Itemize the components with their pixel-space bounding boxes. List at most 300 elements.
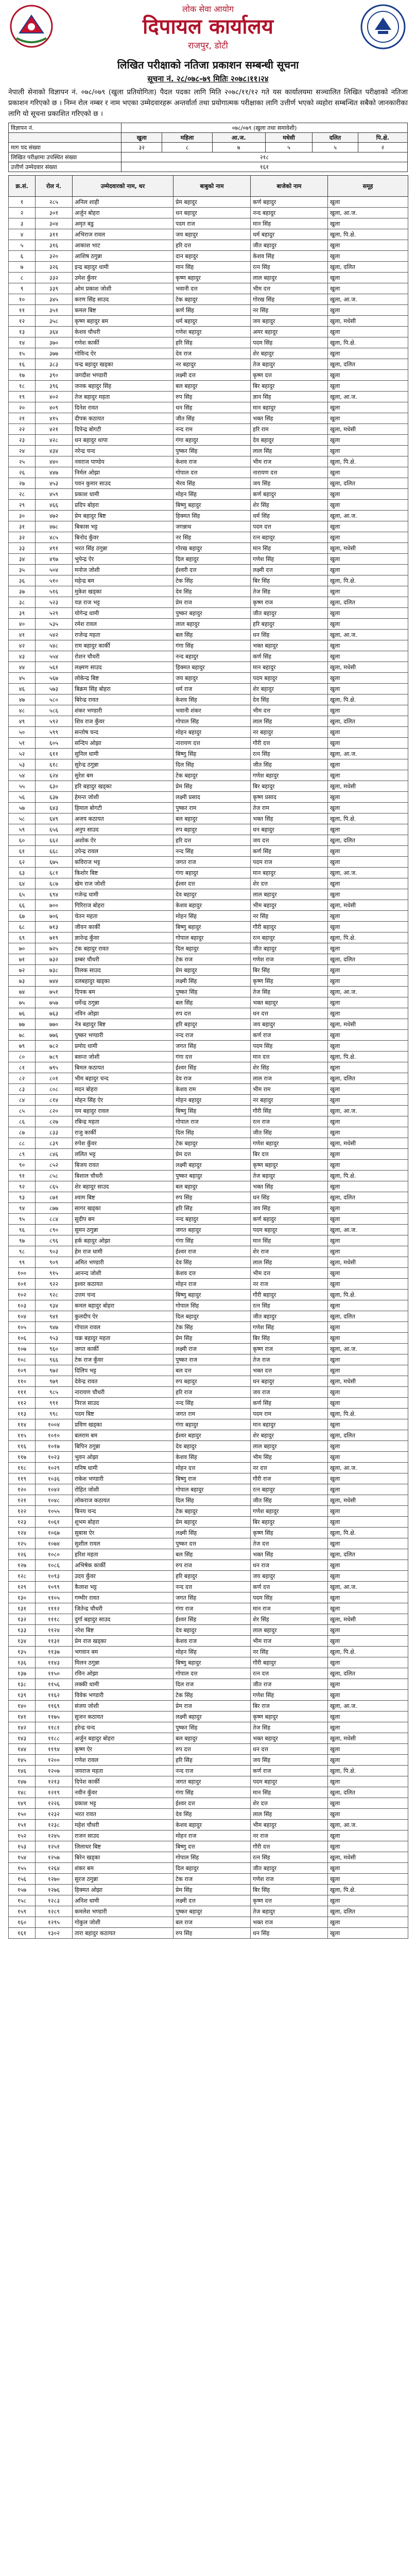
group-cell: खुला [328, 1116, 408, 1127]
table-row [9, 1257, 408, 1268]
group-cell: खुला, पि.क्षे. [328, 337, 408, 348]
roll-number-cell: १०९९ [36, 1582, 73, 1592]
candidate-name-cell: बिमल कठायत [73, 1062, 174, 1073]
roll-number-cell: १२९५ [36, 1917, 73, 1928]
roll-number-cell: ५८६ [36, 705, 73, 716]
serial-cell: ९० [9, 1160, 36, 1171]
serial-cell: १३७ [9, 1668, 36, 1679]
candidate-name-cell: सागर खड्का [73, 1203, 174, 1214]
col-header-grandfather: बाजेको नाम [251, 176, 328, 197]
group-cell: खुला [328, 381, 408, 392]
candidate-name-cell: आकाश भाट [73, 240, 174, 251]
candidate-name-cell: प्रदिप बोहरा [73, 500, 174, 511]
grandfather-name-cell: तेज बहादुर [251, 359, 328, 370]
roll-number-cell: १२५७ [36, 1852, 73, 1863]
serial-cell: ८० [9, 1052, 36, 1062]
grandfather-name-cell: जय सिंह [251, 478, 328, 489]
table-row [9, 1787, 408, 1798]
grandfather-name-cell: धन दत्त [251, 1008, 328, 1019]
serial-cell: १२ [9, 316, 36, 327]
group-cell: खुला, आ.ज. [328, 294, 408, 305]
father-name-cell: देव सिंह [174, 1257, 251, 1268]
candidate-name-cell: शुभम बोहरा [73, 1517, 174, 1528]
group-cell: खुला, पि.क्षे. [328, 933, 408, 943]
grandfather-name-cell: धर्म बहादुर [251, 229, 328, 240]
roll-number-cell: ७८२ [36, 1041, 73, 1052]
serial-cell: ६७ [9, 911, 36, 922]
serial-cell: ३६ [9, 575, 36, 586]
serial-cell: ११२ [9, 1398, 36, 1409]
father-name-cell: बिष्णु बहादुर [174, 500, 251, 511]
candidate-name-cell: श्याम बिष्ट [73, 1192, 174, 1203]
table-row [9, 218, 408, 229]
group-cell: खुला [328, 1538, 408, 1549]
candidate-name-cell: लोकेन्द्र बिष्ट [73, 673, 174, 684]
grandfather-name-cell: शेर सिंह [251, 1614, 328, 1625]
grandfather-name-cell: जय बहादुर [251, 1571, 328, 1582]
grandfather-name-cell: लाल बहादुर [251, 1441, 328, 1452]
serial-cell: ८२ [9, 1073, 36, 1084]
grandfather-name-cell: शेर बहादुर [251, 684, 328, 694]
grandfather-name-cell: धन दत्त [251, 1744, 328, 1755]
father-name-cell: लक्ष्मी सिंह [174, 976, 251, 987]
roll-number-cell: ७०६ [36, 911, 73, 922]
group-cell: खुला [328, 727, 408, 738]
grandfather-name-cell: मान राज [251, 1603, 328, 1614]
serial-cell: ११४ [9, 1419, 36, 1430]
candidate-name-cell: सुदीप बम [73, 1214, 174, 1225]
roll-number-cell: ५१६ [36, 586, 73, 597]
roll-number-cell: ३९६ [36, 381, 73, 392]
roll-number-cell: ३१६ [36, 240, 73, 251]
candidate-name-cell: इन्द्र बहादुर धामी [73, 262, 174, 273]
group-cell: खुला [328, 251, 408, 262]
table-row [9, 1203, 408, 1214]
father-name-cell: प्रेम सिंह [174, 1885, 251, 1895]
father-name-cell: पदम राज [174, 218, 251, 229]
father-name-cell: टेक बहादुर [174, 1506, 251, 1517]
table-row [9, 1528, 408, 1538]
table-row [9, 1225, 408, 1235]
serial-cell: १५६ [9, 1874, 36, 1885]
father-name-cell: बल सिंह [174, 1549, 251, 1560]
candidate-name-cell: देवेन्द्र रावत [73, 1376, 174, 1387]
candidate-name-cell: लिलाधर बिष्ट [73, 1841, 174, 1852]
serial-cell: ७४ [9, 987, 36, 997]
serial-cell: २५ [9, 456, 36, 467]
candidate-name-cell: हेमन्त जोशी [73, 792, 174, 803]
father-name-cell: गणेश बहादुर [174, 327, 251, 337]
father-name-cell: दान बहादुर [174, 251, 251, 262]
candidate-name-cell: प्रविण खड्का [73, 1419, 174, 1430]
candidate-name-cell: गजेन्द्र धामी [73, 889, 174, 900]
table-row [9, 1171, 408, 1181]
group-cell: खुला [328, 413, 408, 424]
grandfather-name-cell: शेर बहादुर [251, 1430, 328, 1441]
candidate-name-cell: प्रकाश धामी [73, 489, 174, 500]
roll-number-cell: ४९७ [36, 554, 73, 565]
grandfather-name-cell: कृष्ण दत्त [251, 1895, 328, 1906]
group-cell: खुला [328, 1300, 408, 1311]
serial-cell: २९ [9, 500, 36, 511]
table-row [9, 1095, 408, 1106]
serial-cell: ४१ [9, 630, 36, 640]
group-cell: खुला, पि.क्षे. [328, 456, 408, 467]
father-name-cell: हरि बहादुर [174, 1019, 251, 1030]
table-row [9, 1928, 408, 1939]
table-row [9, 1538, 408, 1549]
roll-number-cell: ३०४ [36, 218, 73, 229]
roll-number-cell: ९३४ [36, 1300, 73, 1311]
table-row [9, 1290, 408, 1300]
grandfather-name-cell: धन सिंह [251, 1192, 328, 1203]
roll-number-cell: ७५१ [36, 987, 73, 997]
grandfather-name-cell: मान सिंह [251, 218, 328, 229]
group-cell: खुला, आ.ज. [328, 1344, 408, 1354]
group-cell: खुला [328, 608, 408, 619]
group-cell: खुला [328, 792, 408, 803]
table-row [9, 489, 408, 500]
father-name-cell: बिष्णु बहादुर [174, 922, 251, 933]
serial-cell: ३० [9, 511, 36, 521]
table-row [9, 933, 408, 943]
candidate-name-cell: बिक्रम सिंह बोहरा [73, 684, 174, 694]
roll-number-cell: ३३२ [36, 273, 73, 283]
table-row [9, 684, 408, 694]
serial-cell: २६ [9, 467, 36, 478]
father-name-cell: दिल राज [174, 1679, 251, 1690]
serial-cell: १४४ [9, 1744, 36, 1755]
roll-number-cell: १०५५ [36, 1506, 73, 1517]
grandfather-name-cell: गणेश राज [251, 1874, 328, 1885]
group-cell: खुला, दलित [328, 835, 408, 846]
father-name-cell: केशव बहादुर [174, 1820, 251, 1831]
grandfather-name-cell: ज्ञान सिंह [251, 392, 328, 402]
roll-number-cell: १२६४ [36, 1863, 73, 1874]
notice-intro: नेपाली सेनाको विज्ञापन नं. ०७८/०७९ (खुला प्रतियोगिता) पैदल पदका लागि मिति २०७८/११/१२ गते यस कार्यालयमा सञ्चालित लिखित परीक्षाको नतिजा प्रकाशन गरिएको छ । निम्न रोल नम्बर र नाम भएका उम्मेदवारहरू अन्तर्वार्ता तथा प्रयोगात्मक परीक्षाका लागि उत्तीर्ण भएको व्यहोरा सम्बन्धित सबैको जानकारीका लागि यो सूचना प्रकाशित गरिएको छ । [8, 88, 408, 118]
summary-blank-cell [9, 133, 122, 143]
roll-number-cell: ६११ [36, 749, 73, 759]
serial-cell: १२५ [9, 1538, 36, 1549]
roll-number-cell: ४६६ [36, 500, 73, 511]
table-row [9, 381, 408, 392]
roll-number-cell: १००४ [36, 1419, 73, 1430]
grandfather-name-cell: कर्ण बहादुर [251, 489, 328, 500]
table-row [9, 694, 408, 705]
serial-cell: ५८ [9, 814, 36, 824]
serial-cell: ८६ [9, 1116, 36, 1127]
table-row [9, 1701, 408, 1711]
group-cell: खुला [328, 1008, 408, 1019]
roll-number-cell: ३९० [36, 370, 73, 381]
grandfather-name-cell: भक्त सिंह [251, 814, 328, 824]
table-row [9, 1647, 408, 1657]
group-cell: खुला [328, 846, 408, 857]
grandfather-name-cell: जय बहादुर [251, 316, 328, 327]
table-row [9, 1495, 408, 1506]
roll-number-cell: ६३० [36, 781, 73, 792]
serial-cell: ५१ [9, 738, 36, 749]
roll-number-cell: ६९४ [36, 889, 73, 900]
father-name-cell: बल दत्त [174, 1365, 251, 1376]
table-row [9, 1398, 408, 1409]
candidate-name-cell: प्रमोद धामी [73, 1041, 174, 1052]
grandfather-name-cell: शेर राज [251, 1246, 328, 1257]
serial-cell: २७ [9, 478, 36, 489]
grandfather-name-cell: लाल बहादुर [251, 273, 328, 283]
father-name-cell: दिल बहादुर [174, 1311, 251, 1322]
table-row [9, 1430, 408, 1441]
grandfather-name-cell: तेज दत्त [251, 1538, 328, 1549]
candidate-name-cell: हेम राज धामी [73, 1246, 174, 1257]
group-cell: खुला [328, 943, 408, 954]
roll-number-cell: ७४४ [36, 976, 73, 987]
grandfather-name-cell: नर दत्त [251, 1463, 328, 1473]
grandfather-name-cell: कर्ण दत्त [251, 1582, 328, 1592]
father-name-cell: दिल सिंह [174, 759, 251, 770]
serial-cell: ४३ [9, 651, 36, 662]
table-row [9, 878, 408, 889]
grandfather-name-cell: लाल सिंह [251, 1809, 328, 1820]
father-name-cell: पुष्कर सिंह [174, 1722, 251, 1733]
roll-number-cell: ३६४ [36, 327, 73, 337]
table-row [9, 889, 408, 900]
grandfather-name-cell: देव सिंह [251, 694, 328, 705]
father-name-cell: जगन्नाथ [174, 521, 251, 532]
table-row [9, 1874, 408, 1885]
roll-number-cell: १२५१ [36, 1841, 73, 1852]
father-name-cell: धर्म राज [174, 684, 251, 694]
grandfather-name-cell: जीत सिंह [251, 1127, 328, 1138]
candidate-name-cell: अभिराज रावल [73, 229, 174, 240]
table-row [9, 1322, 408, 1333]
grandfather-name-cell: नर सिंह [251, 911, 328, 922]
table-row [9, 294, 408, 305]
father-name-cell: देव सिंह [174, 586, 251, 597]
table-row [9, 1354, 408, 1365]
serial-cell: ३३ [9, 543, 36, 554]
roll-number-cell: ११७५ [36, 1711, 73, 1722]
table-row [9, 1863, 408, 1874]
candidate-name-cell: ज्ञानेन्द्र कुँवर [73, 933, 174, 943]
grandfather-name-cell: भीम दत्त [251, 705, 328, 716]
group-cell: खुला, मधेसी [328, 662, 408, 673]
grandfather-name-cell: तेज सिंह [251, 987, 328, 997]
table-row [9, 1733, 408, 1744]
serial-cell: ८९ [9, 1149, 36, 1160]
candidate-name-cell: संजय जोशी [73, 1701, 174, 1711]
father-name-cell: टेक सिंह [174, 1690, 251, 1701]
serial-cell: १४२ [9, 1722, 36, 1733]
summary-col-header: दलित [313, 133, 358, 143]
roll-number-cell: ११८१ [36, 1722, 73, 1733]
group-cell: खुला [328, 327, 408, 337]
group-cell: खुला, मधेसी [328, 424, 408, 435]
group-cell: खुला, दलित [328, 359, 408, 370]
candidate-name-cell: गोकुल जोशी [73, 1917, 174, 1928]
serial-cell: ७१ [9, 954, 36, 965]
serial-cell: ६८ [9, 922, 36, 933]
table-row [9, 943, 408, 954]
roll-number-cell: ५७३ [36, 684, 73, 694]
candidate-name-cell: प्रेम राज खड्का [73, 1636, 174, 1647]
col-header-serial: क्र.सं. [9, 176, 36, 197]
roll-number-cell: ६७५ [36, 857, 73, 868]
table-row [9, 456, 408, 467]
group-cell: खुला [328, 197, 408, 208]
group-cell: खुला, आ.ज. [328, 630, 408, 640]
group-cell: खुला [328, 1333, 408, 1344]
grandfather-name-cell: शेर सिंह [251, 500, 328, 511]
table-row [9, 1798, 408, 1809]
group-cell: खुला [328, 1776, 408, 1787]
father-name-cell: पुष्कर बहादुर [174, 608, 251, 619]
father-name-cell: लक्ष्मी दत्त [174, 370, 251, 381]
group-cell: खुला, आ.ज. [328, 1820, 408, 1831]
candidate-name-cell: जगत कार्की [73, 1344, 174, 1354]
commission-seal-icon [359, 3, 407, 50]
roll-number-cell: ३५१ [36, 305, 73, 316]
candidate-name-cell: रविन ओझा [73, 1668, 174, 1679]
group-cell: खुला [328, 305, 408, 316]
group-cell: खुला [328, 640, 408, 651]
candidate-name-cell: अनुप साउद [73, 824, 174, 835]
grandfather-name-cell: भक्त सिंह [251, 413, 328, 424]
candidate-name-cell: महेश चौधरी [73, 1820, 174, 1831]
father-name-cell: देव राज [174, 1073, 251, 1084]
candidate-name-cell: गणेश रावल [73, 1755, 174, 1766]
father-name-cell: देव राज [174, 348, 251, 359]
grandfather-name-cell: गौरी सिंह [251, 1106, 328, 1116]
table-row [9, 305, 408, 316]
group-cell: खुला, पि.क्षे. [328, 575, 408, 586]
summary-row [9, 143, 408, 152]
group-cell: खुला [328, 1441, 408, 1452]
roll-number-cell: ११६२ [36, 1690, 73, 1701]
serial-cell: ६४ [9, 878, 36, 889]
roll-number-cell: ६६८ [36, 846, 73, 857]
roll-number-cell: ८९६ [36, 1235, 73, 1246]
roll-number-cell: ८२० [36, 1106, 73, 1116]
grandfather-name-cell: मान बहादुर [251, 402, 328, 413]
serial-cell: २ [9, 208, 36, 218]
candidate-name-cell: टेक राज कुँवर [73, 1354, 174, 1365]
roll-number-cell: ३३९ [36, 283, 73, 294]
father-name-cell: मोहन बहादुर [174, 1095, 251, 1106]
candidate-name-cell: उत्तम चन्द [73, 1290, 174, 1300]
table-row [9, 1192, 408, 1203]
roll-number-cell: ५२९ [36, 608, 73, 619]
father-name-cell: रुप बहादुर [174, 824, 251, 835]
grandfather-name-cell: बिर बहादुर [251, 781, 328, 792]
roll-number-cell: ९९१ [36, 1398, 73, 1409]
candidate-name-cell: मिलन ठगुन्ना [73, 1657, 174, 1668]
group-cell: खुला [328, 1181, 408, 1192]
group-cell: खुला, पि.क्षे. [328, 1766, 408, 1776]
serial-cell: ५२ [9, 749, 36, 759]
table-row [9, 705, 408, 716]
col-header-father: बाबुको नाम [174, 176, 251, 197]
candidate-name-cell: निरज साउद [73, 1398, 174, 1409]
serial-cell: ८५ [9, 1106, 36, 1116]
roll-number-cell: ९४७ [36, 1322, 73, 1333]
group-cell: खुला [328, 857, 408, 868]
candidate-name-cell: जनक बहादुर सिंह [73, 381, 174, 392]
serial-cell: २३ [9, 435, 36, 446]
table-row [9, 976, 408, 987]
grandfather-name-cell: गौरी बहादुर [251, 1290, 328, 1300]
serial-cell: ११५ [9, 1430, 36, 1441]
grandfather-name-cell: जीत बहादुर [251, 1863, 328, 1874]
father-name-cell: गोपाल सिंह [174, 716, 251, 727]
father-name-cell: बिष्णु दत्त [174, 1841, 251, 1852]
table-row [9, 1376, 408, 1387]
serial-cell: ९३ [9, 1192, 36, 1203]
father-name-cell: दिल बहादुर [174, 1863, 251, 1874]
roll-number-cell: ६८७ [36, 878, 73, 889]
serial-cell: ३५ [9, 565, 36, 575]
roll-number-cell: ३४५ [36, 294, 73, 305]
table-row [9, 1582, 408, 1592]
group-cell: खुला [328, 1841, 408, 1852]
roll-number-cell: १२१९ [36, 1787, 73, 1798]
grandfather-name-cell: बिर सिंह [251, 965, 328, 976]
roll-number-cell: ८३९ [36, 1138, 73, 1149]
roll-number-cell: ३७७ [36, 348, 73, 359]
candidate-name-cell: हिक्मत ओझा [73, 1885, 174, 1895]
group-cell: खुला [328, 1560, 408, 1571]
group-cell: खुला [328, 532, 408, 543]
roll-number-cell: ९६० [36, 1344, 73, 1354]
father-name-cell: ईश्वर दत्त [174, 878, 251, 889]
roll-number-cell: ६३७ [36, 792, 73, 803]
grandfather-name-cell: शेर दत्त [251, 878, 328, 889]
grandfather-name-cell: जीत बहादुर [251, 240, 328, 251]
summary-cell: ५ [313, 143, 358, 152]
father-name-cell: बल बहादुर [174, 381, 251, 392]
table-row [9, 1906, 408, 1917]
group-cell: खुला, पि.क्षे. [328, 1052, 408, 1062]
roll-number-cell: ३७० [36, 337, 73, 348]
grandfather-name-cell: रत्न सिंह [251, 1300, 328, 1311]
grandfather-name-cell: भीम राज [251, 1636, 328, 1647]
serial-cell: ७८ [9, 1030, 36, 1041]
serial-cell: १२७ [9, 1560, 36, 1571]
group-cell: खुला, पि.क्षे. [328, 1290, 408, 1300]
roll-number-cell: ७७६ [36, 1030, 73, 1041]
roll-number-cell: १२१३ [36, 1776, 73, 1787]
father-name-cell: गंगा सिंह [174, 640, 251, 651]
serial-cell: ४ [9, 229, 36, 240]
candidate-name-cell: दिनेश रावत [73, 402, 174, 413]
grandfather-name-cell: नर राज [251, 1831, 328, 1841]
candidate-name-cell: दिपेन्द्र बोगटी [73, 424, 174, 435]
group-cell: खुला [328, 1798, 408, 1809]
table-row [9, 781, 408, 792]
father-name-cell: पुष्कर दत्त [174, 1538, 251, 1549]
grandfather-name-cell: रत्न सिंह [251, 262, 328, 273]
serial-cell: १८ [9, 381, 36, 392]
father-name-cell: बल राज [174, 1917, 251, 1928]
group-cell: खुला [328, 1387, 408, 1398]
father-name-cell: दिल सिंह [174, 1495, 251, 1506]
father-name-cell: प्रेम बहादुर [174, 197, 251, 208]
table-row [9, 716, 408, 727]
grandfather-name-cell: कर्ण राज [251, 1766, 328, 1776]
roll-number-cell: ३२६ [36, 262, 73, 273]
father-name-cell: लक्ष्मी सिंह [174, 1528, 251, 1538]
grandfather-name-cell: भीम दत्त [251, 283, 328, 294]
